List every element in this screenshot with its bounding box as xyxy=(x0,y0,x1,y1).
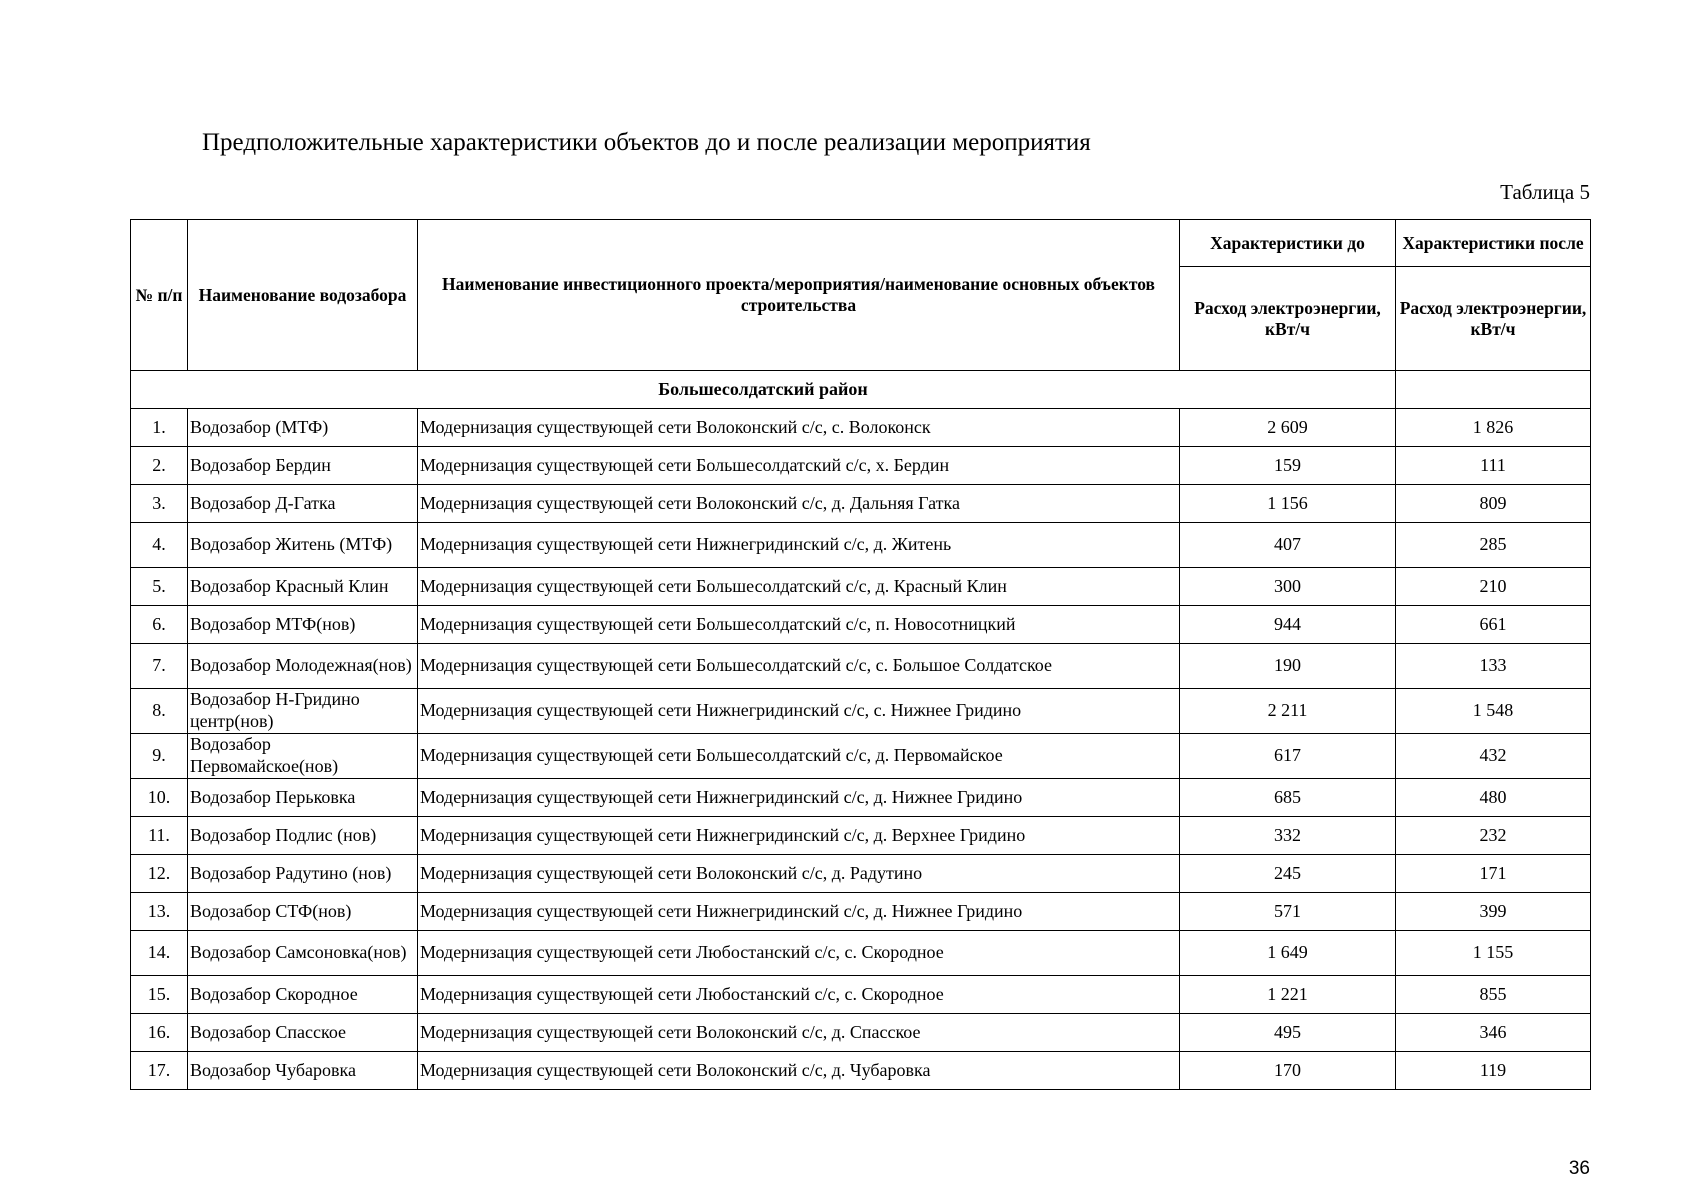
energy-before: 2 609 xyxy=(1180,409,1396,447)
energy-after: 480 xyxy=(1396,779,1591,817)
intake-name: Водозабор (МТФ) xyxy=(188,409,418,447)
project-name: Модернизация существующей сети Любостанский с/с, с. Скородное xyxy=(418,976,1180,1014)
energy-before: 300 xyxy=(1180,568,1396,606)
energy-after: 232 xyxy=(1396,817,1591,855)
row-number: 12. xyxy=(131,855,188,893)
table-row xyxy=(131,734,1591,779)
energy-before: 407 xyxy=(1180,523,1396,568)
energy-after: 285 xyxy=(1396,523,1591,568)
page-number: 36 xyxy=(1568,1158,1590,1179)
energy-after: 661 xyxy=(1396,606,1591,644)
energy-after: 346 xyxy=(1396,1014,1591,1052)
intake-name: Водозабор Бердин xyxy=(188,447,418,485)
energy-before: 685 xyxy=(1180,779,1396,817)
table-row xyxy=(131,1052,1591,1090)
project-name: Модернизация существующей сети Нижнегридинский с/с, д. Нижнее Гридино xyxy=(418,893,1180,931)
energy-before: 1 649 xyxy=(1180,931,1396,976)
energy-before: 190 xyxy=(1180,644,1396,689)
intake-name: Водозабор Первомайское(нов) xyxy=(188,734,418,779)
row-number: 1. xyxy=(131,409,188,447)
intake-name: Водозабор Перьковка xyxy=(188,779,418,817)
table-caption: Таблица 5 xyxy=(1500,180,1590,204)
table-row xyxy=(131,409,1591,447)
header-after: Характеристики после xyxy=(1396,220,1591,267)
row-number: 4. xyxy=(131,523,188,568)
energy-after: 1 548 xyxy=(1396,689,1591,734)
intake-name: Водозабор Подлис (нов) xyxy=(188,817,418,855)
intake-name: Водозабор Радутино (нов) xyxy=(188,855,418,893)
energy-after: 210 xyxy=(1396,568,1591,606)
project-name: Модернизация существующей сети Большесолдатский с/с, д. Красный Клин xyxy=(418,568,1180,606)
table-row xyxy=(131,817,1591,855)
table-row xyxy=(131,779,1591,817)
project-name: Модернизация существующей сети Большесолдатский с/с, д. Первомайское xyxy=(418,734,1180,779)
intake-name: Водозабор СТФ(нов) xyxy=(188,893,418,931)
intake-name: Водозабор Спасское xyxy=(188,1014,418,1052)
region-empty-cell xyxy=(1396,371,1591,409)
project-name: Модернизация существующей сети Большесолдатский с/с, п. Новосотницкий xyxy=(418,606,1180,644)
row-number: 17. xyxy=(131,1052,188,1090)
intake-name: Водозабор Красный Клин xyxy=(188,568,418,606)
energy-before: 332 xyxy=(1180,817,1396,855)
project-name: Модернизация существующей сети Волоконский с/с, д. Дальняя Гатка xyxy=(418,485,1180,523)
table-row xyxy=(131,893,1591,931)
project-name: Модернизация существующей сети Нижнегридинский с/с, д. Верхнее Гридино xyxy=(418,817,1180,855)
project-name: Модернизация существующей сети Волоконский с/с, с. Волоконск xyxy=(418,409,1180,447)
energy-before: 571 xyxy=(1180,893,1396,931)
row-number: 11. xyxy=(131,817,188,855)
header-before: Характеристики до xyxy=(1180,220,1396,267)
table-row xyxy=(131,689,1591,734)
header-num: № п/п xyxy=(131,220,188,371)
row-number: 2. xyxy=(131,447,188,485)
project-name: Модернизация существующей сети Любостанский с/с, с. Скородное xyxy=(418,931,1180,976)
energy-before: 944 xyxy=(1180,606,1396,644)
project-name: Модернизация существующей сети Нижнегридинский с/с, д. Нижнее Гридино xyxy=(418,779,1180,817)
row-number: 10. xyxy=(131,779,188,817)
energy-before: 245 xyxy=(1180,855,1396,893)
row-number: 15. xyxy=(131,976,188,1014)
energy-after: 855 xyxy=(1396,976,1591,1014)
energy-before: 2 211 xyxy=(1180,689,1396,734)
characteristics-table xyxy=(130,219,1591,1090)
table-row xyxy=(131,447,1591,485)
header-before-sub: Расход электроэнергии, кВт/ч xyxy=(1180,267,1396,371)
table-body xyxy=(131,371,1591,1090)
energy-before: 170 xyxy=(1180,1052,1396,1090)
region-name: Большесолдатский район xyxy=(131,371,1396,409)
row-number: 7. xyxy=(131,644,188,689)
energy-after: 1 826 xyxy=(1396,409,1591,447)
energy-after: 399 xyxy=(1396,893,1591,931)
table-row xyxy=(131,485,1591,523)
table-row xyxy=(131,606,1591,644)
intake-name: Водозабор Житень (МТФ) xyxy=(188,523,418,568)
intake-name: Водозабор Самсоновка(нов) xyxy=(188,931,418,976)
table-row xyxy=(131,568,1591,606)
energy-after: 119 xyxy=(1396,1052,1591,1090)
project-name: Модернизация существующей сети Волоконский с/с, д. Спасское xyxy=(418,1014,1180,1052)
table-row xyxy=(131,976,1591,1014)
energy-before: 1 221 xyxy=(1180,976,1396,1014)
row-number: 8. xyxy=(131,689,188,734)
project-name: Модернизация существующей сети Большесолдатский с/с, х. Бердин xyxy=(418,447,1180,485)
row-number: 6. xyxy=(131,606,188,644)
intake-name: Водозабор МТФ(нов) xyxy=(188,606,418,644)
row-number: 14. xyxy=(131,931,188,976)
region-row xyxy=(131,371,1591,409)
project-name: Модернизация существующей сети Волоконский с/с, д. Чубаровка xyxy=(418,1052,1180,1090)
intake-name: Водозабор Д-Гатка xyxy=(188,485,418,523)
row-number: 13. xyxy=(131,893,188,931)
table-row xyxy=(131,1014,1591,1052)
table-row xyxy=(131,523,1591,568)
energy-before: 159 xyxy=(1180,447,1396,485)
energy-after: 171 xyxy=(1396,855,1591,893)
header-intake: Наименование водозабора xyxy=(188,220,418,371)
energy-after: 809 xyxy=(1396,485,1591,523)
table-row xyxy=(131,644,1591,689)
intake-name: Водозабор Чубаровка xyxy=(188,1052,418,1090)
header-after-sub: Расход электроэнергии, кВт/ч xyxy=(1396,267,1591,371)
row-number: 3. xyxy=(131,485,188,523)
header-project: Наименование инвестиционного проекта/мероприятия/наименование основных объектов строительства xyxy=(418,220,1180,371)
energy-before: 617 xyxy=(1180,734,1396,779)
project-name: Модернизация существующей сети Нижнегридинский с/с, д. Житень xyxy=(418,523,1180,568)
intake-name: Водозабор Н-Гридино центр(нов) xyxy=(188,689,418,734)
energy-before: 1 156 xyxy=(1180,485,1396,523)
page-title: Предположительные характеристики объектов до и после реализации мероприятия xyxy=(202,129,1091,156)
table-row xyxy=(131,931,1591,976)
project-name: Модернизация существующей сети Волоконский с/с, д. Радутино xyxy=(418,855,1180,893)
row-number: 16. xyxy=(131,1014,188,1052)
intake-name: Водозабор Молодежная(нов) xyxy=(188,644,418,689)
energy-after: 133 xyxy=(1396,644,1591,689)
row-number: 5. xyxy=(131,568,188,606)
energy-after: 111 xyxy=(1396,447,1591,485)
project-name: Модернизация существующей сети Большесолдатский с/с, с. Большое Солдатское xyxy=(418,644,1180,689)
project-name: Модернизация существующей сети Нижнегридинский с/с, с. Нижнее Гридино xyxy=(418,689,1180,734)
row-number: 9. xyxy=(131,734,188,779)
energy-after: 1 155 xyxy=(1396,931,1591,976)
energy-before: 495 xyxy=(1180,1014,1396,1052)
table-header-row xyxy=(131,220,1591,267)
table-row xyxy=(131,855,1591,893)
energy-after: 432 xyxy=(1396,734,1591,779)
intake-name: Водозабор Скородное xyxy=(188,976,418,1014)
